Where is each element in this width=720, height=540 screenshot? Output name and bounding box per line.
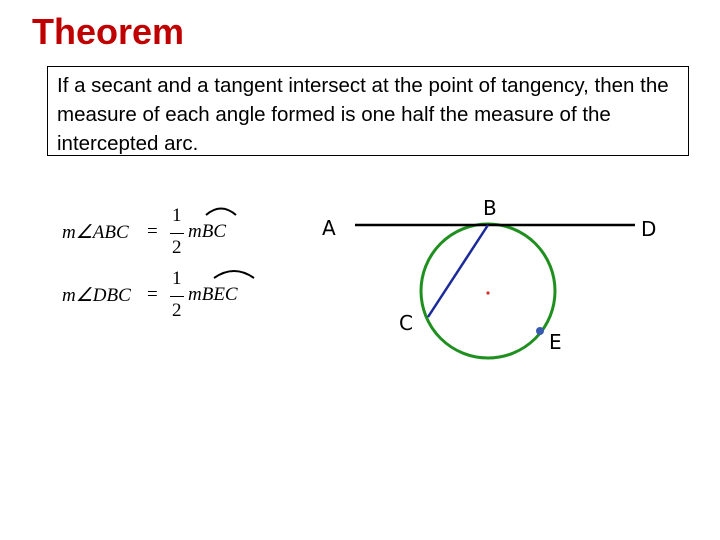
theorem-statement-text: If a secant and a tangent intersect at the point of tangency, then the measure of each angle formed is one half the measure of the intercepted arc. (57, 74, 669, 155)
label-d: D (641, 217, 657, 241)
formula-abc-denominator: 2 (172, 237, 182, 258)
formula-abc-numerator: 1 (172, 205, 182, 226)
circle (421, 224, 555, 358)
label-a: A (322, 216, 336, 240)
formula-dbc-lhs: m∠DBC (62, 285, 131, 306)
secant-segment-bc (428, 225, 488, 317)
label-b: B (483, 196, 497, 220)
formula-abc-lhs: m∠ABC (62, 222, 129, 243)
formula-dbc-equals: = (147, 284, 158, 305)
label-c: C (399, 311, 413, 335)
formula-abc-equals: = (147, 221, 158, 242)
formula-dbc-denominator: 2 (172, 300, 182, 321)
page-title: Theorem (32, 11, 185, 52)
formula-dbc-rhs: mBEC (188, 284, 238, 305)
point-e (536, 327, 544, 335)
label-e: E (549, 330, 562, 354)
center-point (486, 291, 489, 294)
formula-abc-rhs: mBC (188, 221, 226, 242)
formula-dbc-numerator: 1 (172, 268, 182, 289)
